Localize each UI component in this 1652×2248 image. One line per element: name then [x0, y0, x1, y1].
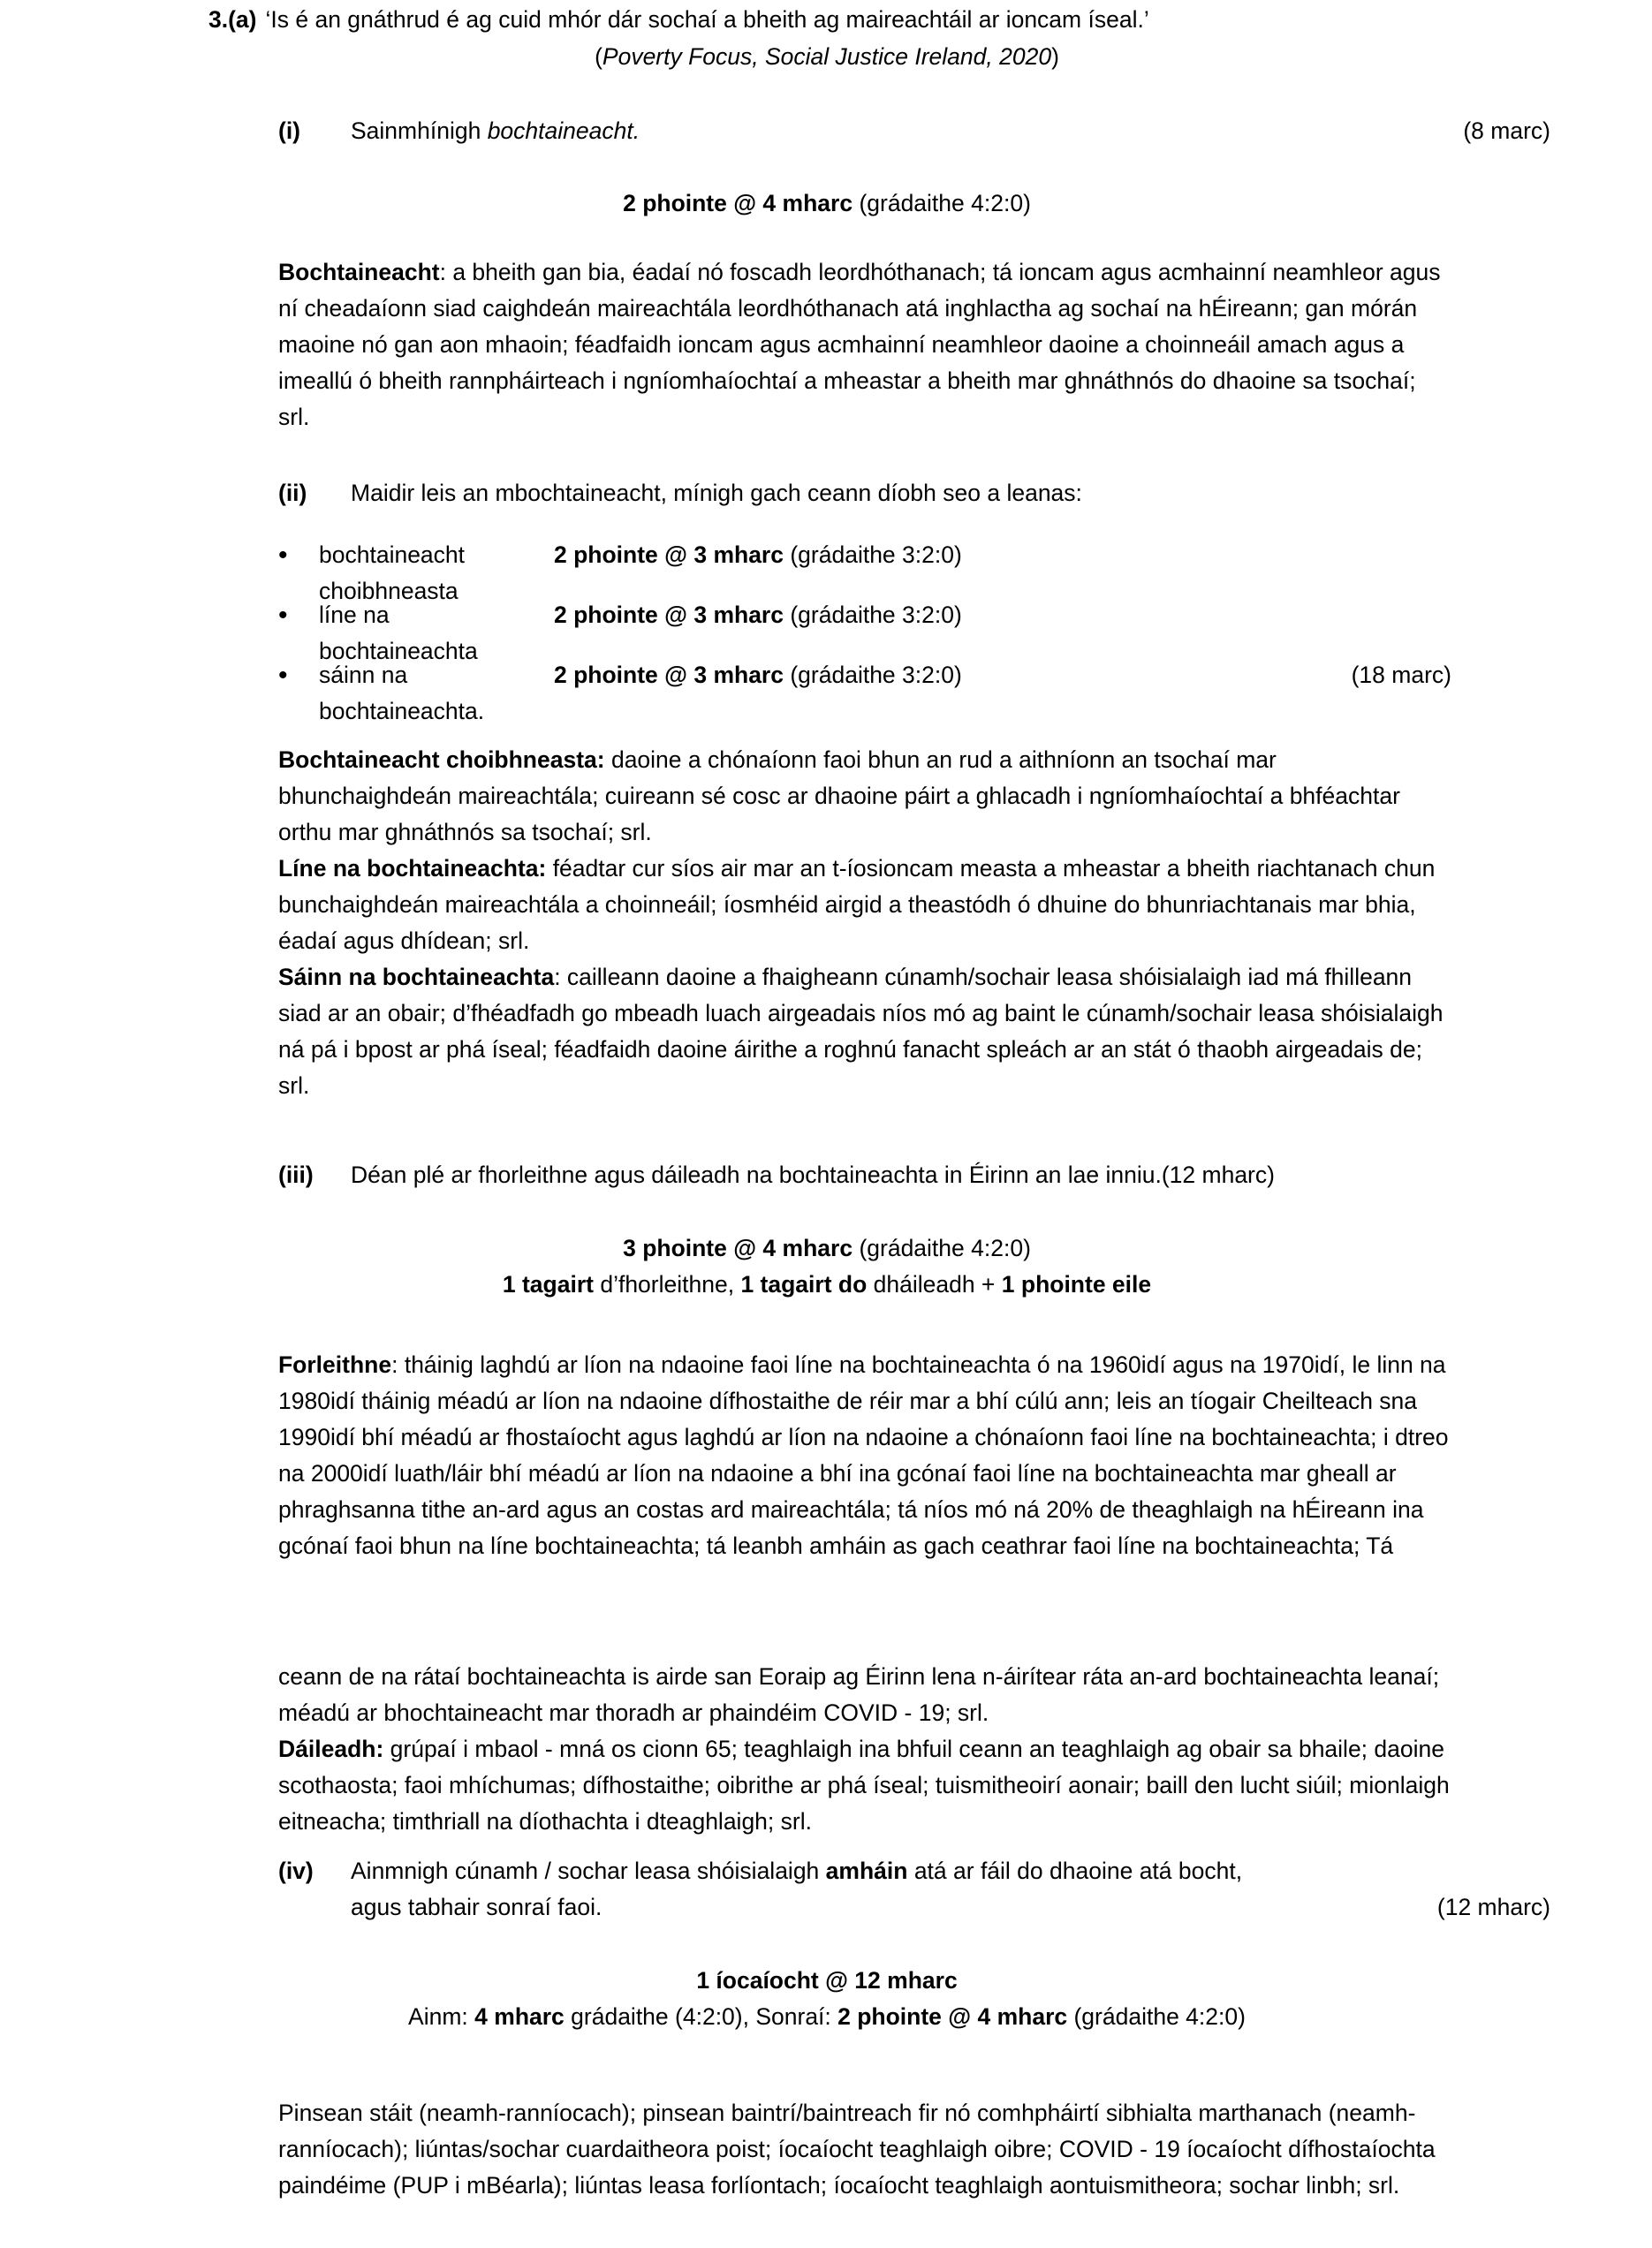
part-iv-scheme-line1 — [208, 1963, 1445, 1999]
part-ii-answer-3 — [278, 959, 1453, 1104]
answer-lead: Líne na bochtaineachta: — [278, 855, 547, 882]
scheme-ref-3: 1 phointe eile — [1001, 1271, 1152, 1298]
answer-body: ceann de na rátaí bochtaineachta is airde san Eoraip ag Éirinn lena n-áirítear ráta an-ard bochtaineachta leanaí; méadú ar bhochtaineacht mar thoradh ar phaindéim COVID - 19; srl. — [278, 1663, 1440, 1726]
bullet-marks — [554, 657, 962, 693]
part-iv-scheme-line2 — [208, 1999, 1445, 2035]
bullet-marks-bold: 2 phointe @ 3 mharc — [554, 602, 784, 628]
part-iv-prompt-a: Ainmnigh cúnamh / sochar leasa shóisialaigh — [351, 1858, 826, 1884]
answer-lead: Forleithne — [278, 1351, 392, 1378]
part-iii-row — [278, 1157, 1550, 1193]
part-iv-row — [278, 1853, 1550, 1926]
list-item — [278, 657, 1462, 730]
bullet-icon: • — [278, 601, 288, 630]
part-iii-prompt: Déan plé ar fhorleithne agus dáileadh na bochtaineachta in Éirinn an lae inniu.(12 mharc) — [351, 1162, 1275, 1188]
answer-body: grúpaí i mbaol - mná os cionn 65; teaghlaigh ina bhfuil ceann an teaghlaigh ag obair sa bhaile; daoine scothaosta; faoi mhíchumas; dífhostaithe; oibrithe ar phá íseal; tuismitheoirí aonair; baill den lucht siúil; mionlaigh eitneacha; timthriall na díothachta i dteaghlaigh; srl. — [278, 1736, 1450, 1835]
bullet-marks-bold: 2 phointe @ 3 mharc — [554, 662, 784, 688]
part-i-scheme — [208, 185, 1445, 222]
part-iv-marks: (12 mharc) — [1436, 1894, 1550, 1920]
answer-lead: Sáinn na bochtaineachta — [278, 964, 555, 990]
bullet-label: bochtaineacht choibhneasta — [319, 541, 466, 604]
part-ii-answer-2 — [278, 851, 1453, 959]
scheme-ref-1-rest: d’fhorleithne, — [593, 1271, 741, 1298]
part-i-answer — [278, 254, 1453, 435]
answer-body: : cailleann daoine a fhaigheann cúnamh/sochair leasa shóisialaigh iad má fhilleann siad ar an obair; d’fhéadfadh go mbeadh luach airgeadais níos mó ag baint le cúnamh/sochair leasa shóisialaigh ná pá i bpost ar phá íseal; féadfaidh daoine áirithe a roghnú fanacht spleách ar an stát ó thaobh airgeadais de; srl. — [278, 964, 1444, 1099]
scheme-bold: 3 phointe @ 4 mharc — [623, 1235, 853, 1261]
part-i-prompt: Sainmhínigh — [351, 117, 488, 144]
part-i-prompt-term: bochtaineacht. — [487, 117, 640, 144]
scheme-name-marks: 4 mharc — [474, 2003, 565, 2030]
part-i-label: (i) — [278, 117, 301, 144]
part-iv-answer — [278, 2095, 1453, 2204]
part-i-scheme-bold: 2 phointe @ 4 mharc — [623, 190, 853, 216]
part-iv-prompt-line2-text: agus tabhair sonraí faoi. — [351, 1894, 602, 1920]
scheme-ref-1: 1 tagairt — [502, 1271, 594, 1298]
part-iii-answer-forleithne — [278, 1347, 1453, 1564]
scheme-details-marks: 2 phointe @ 4 mharc — [837, 2003, 1068, 2030]
part-ii-marks: (18 marc) — [1351, 662, 1451, 688]
scheme-ref-2-rest: dháileadh + — [867, 1271, 1002, 1298]
part-ii-answer-1 — [278, 742, 1453, 851]
question-source — [208, 39, 1445, 75]
part-i-row — [278, 113, 1550, 149]
bullet-marks-rest: (grádaithe 3:2:0) — [783, 662, 962, 688]
part-iii-scheme-line2 — [208, 1267, 1445, 1303]
scheme-name-rest: grádaithe (4:2:0), Sonraí: — [564, 2003, 838, 2030]
part-iv-prompt-b: atá ar fáil do dhaoine atá bocht, — [907, 1858, 1243, 1884]
part-i-answer-body: : a bheith gan bia, éadaí nó foscadh leordhóthanach; tá ioncam agus acmhainní neamhleor agus ní cheadaíonn siad caighdeán maireachtála leordhóthanach atá inghlactha ag sochaí na hÉireann; gan mórán maoine nó gan aon mhaoin; féadfaidh ioncam agus acmhainní neamhleor daoine a choinneáil amach agus a imeallú ó bheith rannpháirteach i ngníomhaíochtaí a mheastar a bheith mar ghnáthnós do dhaoine sa tsochaí; srl. — [278, 259, 1441, 430]
part-iv-prompt-emphasis: amháin — [825, 1858, 908, 1884]
part-i-answer-lead: Bochtaineacht — [278, 259, 440, 285]
part-iv-label: (iv) — [278, 1858, 314, 1884]
part-iv-prompt-line2 — [351, 1889, 1550, 1926]
answer-body: tháinig laghdú ar líon na ndaoine faoi líne na bochtaineachta ó na 1960idí agus na 1970idí, le linn na 1980idí tháinig méadú ar líon na ndaoine dífhostaithe de réir mar a bhí cúlú ann; leis an tíogair Cheilteach sna 1990idí bhí méadú ar fhostaíocht agus laghdú ar líon na ndaoine a chónaíonn faoi líne na bochtaineachta; i dtreo na 2000idí luath/láir bhí méadú ar líon na ndaoine a bhí ina gcónaí faoi líne na bochtaineachta mar gheall ar phraghsanna tithe an-ard agus an costas ard maireachtála; tá níos mó ná 20% de theaghlaigh na hÉireann ina gcónaí faoi bhun na líne bochtaineachta; tá leanbh amháin as gach ceathrar faoi líne na bochtaineachta; Tá — [278, 1351, 1449, 1559]
bullet-marks — [554, 537, 962, 573]
scheme-details-rest: (grádaithe 4:2:0) — [1067, 2003, 1246, 2030]
part-ii-label: (ii) — [278, 480, 307, 506]
scheme-rest: (grádaithe 4:2:0) — [853, 1235, 1031, 1261]
answer-lead: Bochtaineacht choibhneasta: — [278, 746, 605, 773]
question-quote: ‘Is é an gnáthrud é ag cuid mhór dár sochaí a bheith ag maireachtáil ar ioncam íseal.’ — [265, 6, 1149, 33]
answer-lead: Dáileadh: — [278, 1736, 384, 1762]
scheme-name-label: Ainm: — [408, 2003, 475, 2030]
source-close-paren: ) — [1051, 43, 1059, 70]
part-i-marks: (8 marc) — [1463, 117, 1550, 144]
scheme-bold: 1 íocaíocht @ 12 mharc — [696, 1967, 958, 1994]
bullet-marks — [554, 597, 962, 633]
part-iii-answer-continued — [278, 1659, 1453, 1731]
bullet-icon: • — [278, 661, 288, 690]
bullet-label: sáinn na bochtaineachta. — [319, 662, 485, 724]
answer-lead-colon: : — [391, 1351, 398, 1378]
question-header — [208, 2, 1463, 38]
bullet-label: líne na bochtaineachta — [319, 602, 478, 664]
part-ii-prompt: Maidir leis an mbochtaineacht, mínigh gach ceann díobh seo a leanas: — [351, 480, 1082, 506]
answer-body: daoine a chónaíonn faoi bhun an rud a aithníonn an tsochaí mar bhunchaighdeán maireachtála; cuireann sé cosc ar dhaoine páirt a ghlacadh i ngníomhaíochtaí a bhféachtar orthu mar ghnáthnós sa tsochaí; srl. — [278, 746, 1400, 845]
bullet-icon: • — [278, 541, 288, 570]
part-i-scheme-rest: (grádaithe 4:2:0) — [853, 190, 1031, 216]
bullet-marks-bold: 2 phointe @ 3 mharc — [554, 541, 784, 568]
bullet-marks-rest: (grádaithe 3:2:0) — [783, 541, 962, 568]
part-iii-answer-daileadh — [278, 1731, 1453, 1840]
answer-body: Pinsean stáit (neamh-ranníocach); pinsean baintrí/baintreach fir nó comhpháirtí sibhialta marthanach (neamh-ranníocach); liúntas/sochar cuardaitheora poist; íocaíocht teaghlaigh oibre; COVID - 19 íocaíocht dífhostaíochta paindéime (PUP i mBéarla); liúntas leasa forlíontach; íocaíocht teaghlaigh aontuismitheora; sochar linbh; srl. — [278, 2100, 1436, 2199]
part-ii-row — [278, 475, 1550, 511]
bullet-marks-rest: (grádaithe 3:2:0) — [783, 602, 962, 628]
part-iii-label: (iii) — [278, 1162, 314, 1188]
source-open-paren: ( — [595, 43, 602, 70]
answer-body: féadtar cur síos air mar an t-íosioncam measta a mheastar a bheith riachtanach chun bunchaighdeán maireachtála a choinneáil; íosmhéid airgid a theastódh ó dhuine do bhunriachtanais mar bhia, éadaí agus dhídean; srl. — [278, 855, 1436, 954]
source-citation: Poverty Focus, Social Justice Ireland, 2020 — [602, 43, 1052, 70]
question-number: 3.(a) — [208, 6, 257, 33]
part-iii-scheme-line1 — [208, 1230, 1445, 1267]
scheme-ref-2: 1 tagairt do — [740, 1271, 868, 1298]
